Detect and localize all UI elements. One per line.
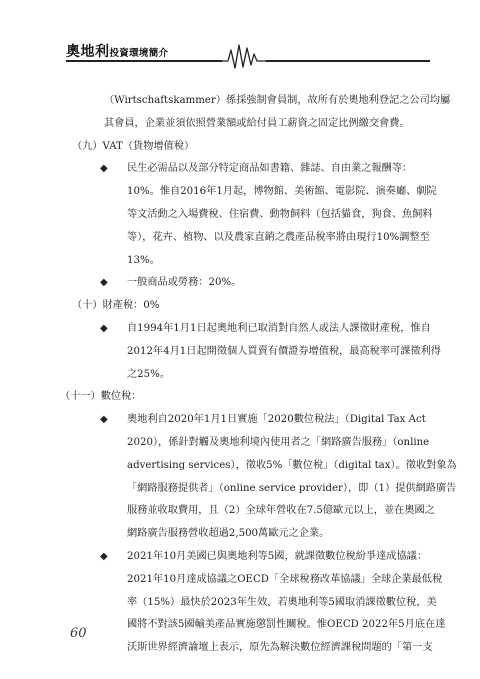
bullet-line: 奧地利自2020年1月1日實施「2020數位稅法」（Digital Tax Act <box>127 414 426 426</box>
bullet-line: 等），花卉、植物、以及農家直銷之農產品稅率將由現行10%調整至 <box>127 231 430 243</box>
bullet-line: 2021年10月達成協議之OECD「全球稅務改革協議」全球企業最低稅 <box>127 573 443 585</box>
bullet-diamond-icon: ◆ <box>100 414 108 426</box>
paragraph-line: 其會員，企業並須依照營業額或給付員工薪資之固定比例繳交會費。 <box>104 117 410 129</box>
bullet-line: advertising services），徵收5%「數位稅」（digital tax）。徵收對象為 <box>127 459 457 471</box>
section-heading-vat: （九）VAT（貨物增值稅） <box>72 140 195 152</box>
bullet-line: 10%。惟自2016年1月起，博物館、美術館、電影院、演奏廳、劇院 <box>127 186 437 198</box>
header-title <box>66 41 168 61</box>
bullet-diamond-icon: ◆ <box>100 277 108 289</box>
page-header <box>0 38 480 68</box>
header-title-sub: 投資環境簡介 <box>109 48 169 59</box>
bullet-line: 2020），係針對觸及奧地利境內使用者之「網路廣告服務」（online <box>127 437 430 448</box>
bullet-line: 網路廣告服務營收超過2,500萬歐元之企業。 <box>127 528 330 540</box>
pulse-wave-icon <box>222 40 266 70</box>
bullet-diamond-icon: ◆ <box>100 323 108 334</box>
bullet-line: 13%。 <box>127 254 160 266</box>
paragraph-line: （Wirtschaftskammer）係採強制會員制，故所有於奧地利登記之公司均屬 <box>104 95 451 106</box>
section-heading-property-tax: （十）財產稅：0% <box>72 300 160 312</box>
section-heading-digital-tax: （十一）數位稅： <box>60 391 142 403</box>
bullet-line: 2012年4月1日起開徵個人買賣有價證券增值稅，最高稅率可課徵利得 <box>127 345 441 357</box>
bullet-line: 2021年10月美國已與奧地利等5國，就課徵數位稅紛爭達成協議： <box>127 551 428 562</box>
bullet-line: 沃斯世界經濟論壇上表示，原先為解決數位經濟課稅問題的「第一支 <box>127 642 433 654</box>
bullet-line: 服務並收取費用，且（2）全球年營收在7.5億歐元以上，並在奧國之 <box>127 505 435 517</box>
page-number: 60 <box>70 626 87 641</box>
header-title-main: 奧地利 <box>66 44 110 60</box>
bullet-line: 之25%。 <box>127 368 171 380</box>
bullet-line: 國將不對該5國輸美產品實施懲罰性關稅。惟OECD 2022年5月底在達 <box>127 619 446 631</box>
bullet-diamond-icon: ◆ <box>100 551 108 562</box>
bullet-line: 等文活動之入場費稅、住宿費、動物飼料（包括貓食，狗食、魚飼料 <box>127 209 433 220</box>
bullet-line: 民生必需品以及部分特定商品如書籍、雜誌、自由業之報酬等： <box>127 163 413 175</box>
bullet-line: 「網路服務提供者」（online service provider），即（1）提供網路廣告 <box>127 482 457 494</box>
bullet-diamond-icon: ◆ <box>100 163 108 175</box>
bullet-line: 一般商品或勞務：20%。 <box>127 277 242 289</box>
bullet-line: 率（15%）最快於2023年生效，若奧地利等5國取消課徵數位稅，美 <box>127 596 437 608</box>
bullet-line: 自1994年1月1日起奧地利已取消對自然人或法人課徵財產稅，惟自 <box>127 323 431 334</box>
